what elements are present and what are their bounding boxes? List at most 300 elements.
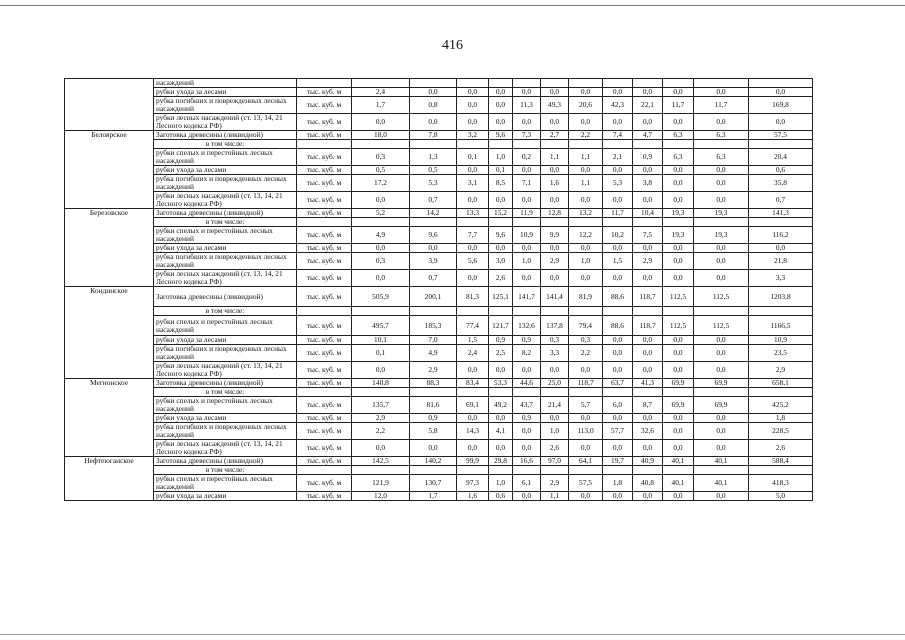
table-row	[65, 218, 813, 227]
value-cell: 2,4	[352, 88, 410, 97]
activity-cell: Заготовка древесины (ликвидной)	[154, 287, 297, 307]
value-cell: 15,2	[489, 209, 513, 218]
value-cell	[457, 140, 489, 149]
value-cell: 185,3	[410, 316, 457, 336]
value-cell: 3,9	[410, 253, 457, 270]
value-cell	[489, 388, 513, 397]
value-cell: 11,7	[663, 97, 694, 114]
unit-cell: тыс. куб. м	[297, 336, 352, 345]
value-cell: 0,5	[410, 166, 457, 175]
value-cell: 17,2	[352, 175, 410, 192]
value-cell: 11,3	[513, 97, 541, 114]
value-cell	[603, 307, 633, 316]
value-cell: 140,8	[352, 379, 410, 388]
table-row	[65, 114, 813, 131]
value-cell	[489, 79, 513, 88]
value-cell: 81,6	[410, 397, 457, 414]
value-cell	[694, 79, 749, 88]
table-row	[65, 440, 813, 457]
activity-cell: в том числе:	[154, 307, 297, 316]
value-cell: 0,0	[457, 97, 489, 114]
unit-cell: тыс. куб. м	[297, 227, 352, 244]
unit-cell	[297, 466, 352, 475]
region-name-cell: Белоярское	[65, 131, 154, 209]
value-cell: 49,3	[541, 97, 569, 114]
value-cell: 130,7	[410, 475, 457, 492]
value-cell: 0,0	[663, 175, 694, 192]
value-cell	[633, 218, 663, 227]
value-cell: 53,3	[489, 379, 513, 388]
value-cell	[352, 307, 410, 316]
value-cell: 8,2	[513, 345, 541, 362]
value-cell: 19,7	[603, 457, 633, 466]
activity-cell: рубки ухода за лесами	[154, 414, 297, 423]
value-cell: 5,3	[410, 175, 457, 192]
value-cell: 81,9	[569, 287, 603, 307]
value-cell: 228,5	[749, 423, 813, 440]
activity-cell: рубки ухода за лесами	[154, 88, 297, 97]
value-cell: 2,2	[569, 131, 603, 140]
value-cell: 23,5	[749, 345, 813, 362]
unit-cell: тыс. куб. м	[297, 423, 352, 440]
value-cell: 40,9	[633, 457, 663, 466]
value-cell: 1,6	[541, 175, 569, 192]
value-cell: 9,6	[489, 131, 513, 140]
value-cell	[694, 388, 749, 397]
value-cell: 0,0	[541, 414, 569, 423]
value-cell: 5,6	[457, 253, 489, 270]
value-cell: 11,7	[694, 97, 749, 114]
value-cell: 0,0	[410, 88, 457, 97]
unit-cell: тыс. куб. м	[297, 253, 352, 270]
value-cell	[633, 388, 663, 397]
value-cell: 4,9	[410, 345, 457, 362]
activity-cell: рубки ухода за лесами	[154, 166, 297, 175]
unit-cell	[297, 388, 352, 397]
value-cell: 4,7	[633, 131, 663, 140]
value-cell: 1166,5	[749, 316, 813, 336]
activity-cell: в том числе:	[154, 388, 297, 397]
activity-cell: рубка погибших и поврежденных лесных насаждений	[154, 345, 297, 362]
value-cell: 0,0	[663, 423, 694, 440]
value-cell	[633, 79, 663, 88]
value-cell	[569, 218, 603, 227]
page-number: 416	[442, 38, 463, 53]
value-cell	[603, 388, 633, 397]
value-cell	[410, 140, 457, 149]
value-cell: 588,4	[749, 457, 813, 466]
value-cell	[410, 388, 457, 397]
region-name-cell: Березовское	[65, 209, 154, 287]
value-cell: 41,3	[633, 379, 663, 388]
value-cell: 1,8	[749, 414, 813, 423]
value-cell: 142,5	[352, 457, 410, 466]
value-cell: 0,0	[457, 440, 489, 457]
value-cell: 6,1	[513, 475, 541, 492]
value-cell: 0,0	[541, 192, 569, 209]
value-cell	[489, 466, 513, 475]
value-cell: 0,1	[457, 149, 489, 166]
value-cell: 12,2	[569, 227, 603, 244]
table-row	[65, 287, 813, 307]
value-cell: 0,0	[633, 270, 663, 287]
value-cell: 0,0	[541, 270, 569, 287]
value-cell: 7,4	[603, 131, 633, 140]
value-cell: 0,9	[513, 336, 541, 345]
value-cell: 0,0	[457, 88, 489, 97]
value-cell	[513, 140, 541, 149]
value-cell: 0,0	[663, 492, 694, 501]
value-cell: 0,0	[489, 440, 513, 457]
value-cell	[603, 79, 633, 88]
value-cell: 83,4	[457, 379, 489, 388]
table-row	[65, 316, 813, 336]
bottom-border-line	[0, 634, 905, 635]
value-cell: 0,0	[694, 166, 749, 175]
value-cell: 0,0	[352, 270, 410, 287]
value-cell	[663, 79, 694, 88]
activity-cell: в том числе:	[154, 140, 297, 149]
activity-cell: Заготовка древесины (ликвидной)	[154, 379, 297, 388]
value-cell: 0,9	[489, 336, 513, 345]
value-cell: 43,7	[513, 397, 541, 414]
value-cell: 16,6	[513, 457, 541, 466]
table-row	[65, 131, 813, 140]
unit-cell: тыс. куб. м	[297, 166, 352, 175]
value-cell: 113,0	[569, 423, 603, 440]
value-cell	[513, 388, 541, 397]
value-cell: 6,3	[694, 131, 749, 140]
value-cell: 2,9	[541, 475, 569, 492]
value-cell: 0,0	[569, 192, 603, 209]
table-row	[65, 475, 813, 492]
value-cell: 0,0	[569, 492, 603, 501]
activity-cell: насаждений	[154, 79, 297, 88]
activity-cell: рубки ухода за лесами	[154, 244, 297, 253]
value-cell: 0,1	[489, 166, 513, 175]
value-cell: 112,5	[694, 316, 749, 336]
value-cell: 0,0	[352, 192, 410, 209]
activity-cell: Заготовка древесины (ликвидной)	[154, 457, 297, 466]
value-cell: 0,0	[541, 88, 569, 97]
value-cell: 0,3	[569, 336, 603, 345]
value-cell: 4,9	[352, 227, 410, 244]
value-cell: 1,0	[541, 423, 569, 440]
value-cell: 0,0	[663, 336, 694, 345]
value-cell: 0,0	[663, 166, 694, 175]
value-cell	[352, 140, 410, 149]
value-cell: 0,0	[489, 97, 513, 114]
value-cell: 0,7	[410, 270, 457, 287]
value-cell	[633, 140, 663, 149]
value-cell: 0,0	[569, 166, 603, 175]
value-cell	[749, 140, 813, 149]
activity-cell: рубки ухода за лесами	[154, 492, 297, 501]
value-cell: 6,3	[663, 131, 694, 140]
value-cell: 0,0	[633, 440, 663, 457]
value-cell: 5,3	[603, 175, 633, 192]
value-cell: 0,0	[513, 362, 541, 379]
value-cell: 0,0	[603, 345, 633, 362]
value-cell: 118,7	[633, 316, 663, 336]
value-cell: 0,0	[603, 270, 633, 287]
value-cell: 112,5	[663, 287, 694, 307]
value-cell: 0,0	[663, 414, 694, 423]
value-cell	[489, 140, 513, 149]
value-cell: 658,1	[749, 379, 813, 388]
table-row	[65, 253, 813, 270]
value-cell: 0,0	[633, 362, 663, 379]
activity-cell: рубка погибших и поврежденных лесных насаждений	[154, 97, 297, 114]
value-cell: 0,0	[541, 244, 569, 253]
value-cell	[541, 307, 569, 316]
value-cell: 88,3	[410, 379, 457, 388]
value-cell	[352, 388, 410, 397]
value-cell: 79,4	[569, 316, 603, 336]
value-cell: 69,9	[663, 397, 694, 414]
value-cell	[513, 79, 541, 88]
value-cell: 0,0	[603, 440, 633, 457]
value-cell: 77,4	[457, 316, 489, 336]
activity-cell: в том числе:	[154, 466, 297, 475]
value-cell: 0,0	[457, 362, 489, 379]
value-cell: 0,5	[352, 166, 410, 175]
activity-cell: рубки спелых и перестойных лесных насаждений	[154, 227, 297, 244]
value-cell: 0,6	[749, 166, 813, 175]
value-cell: 0,0	[603, 362, 633, 379]
value-cell: 57,5	[569, 475, 603, 492]
value-cell: 1,0	[489, 149, 513, 166]
value-cell	[633, 307, 663, 316]
value-cell: 0,0	[694, 244, 749, 253]
value-cell: 0,0	[513, 114, 541, 131]
value-cell	[457, 307, 489, 316]
value-cell: 0,0	[663, 244, 694, 253]
value-cell: 19,3	[663, 209, 694, 218]
value-cell	[694, 307, 749, 316]
activity-cell: рубки лесных насаждений (ст. 13, 14, 21 Лесного кодекса РФ)	[154, 362, 297, 379]
value-cell: 10,9	[513, 227, 541, 244]
value-cell: 0,0	[352, 440, 410, 457]
value-cell: 0,0	[513, 166, 541, 175]
activity-cell: рубки лесных насаждений (ст. 13, 14, 21 Лесного кодекса РФ)	[154, 440, 297, 457]
value-cell: 2,7	[541, 131, 569, 140]
value-cell: 10,4	[633, 209, 663, 218]
value-cell: 25,0	[541, 379, 569, 388]
value-cell: 0,8	[410, 97, 457, 114]
table-row	[65, 88, 813, 97]
value-cell: 0,0	[749, 244, 813, 253]
value-cell: 1,1	[541, 492, 569, 501]
table-row	[65, 414, 813, 423]
table-row	[65, 466, 813, 475]
value-cell: 0,1	[352, 345, 410, 362]
value-cell: 505,9	[352, 287, 410, 307]
value-cell: 0,6	[489, 492, 513, 501]
value-cell	[694, 218, 749, 227]
value-cell	[457, 218, 489, 227]
value-cell: 0,0	[663, 362, 694, 379]
table-row	[65, 166, 813, 175]
value-cell: 0,0	[663, 345, 694, 362]
value-cell	[541, 388, 569, 397]
value-cell: 0,0	[633, 244, 663, 253]
value-cell: 42,3	[603, 97, 633, 114]
value-cell: 118,7	[633, 287, 663, 307]
value-cell	[352, 79, 410, 88]
value-cell: 6,3	[694, 149, 749, 166]
value-cell	[749, 388, 813, 397]
value-cell: 2,9	[749, 362, 813, 379]
value-cell: 0,0	[663, 440, 694, 457]
activity-cell: рубки ухода за лесами	[154, 336, 297, 345]
value-cell	[489, 307, 513, 316]
value-cell: 1,8	[603, 475, 633, 492]
unit-cell: тыс. куб. м	[297, 192, 352, 209]
unit-cell	[297, 307, 352, 316]
value-cell: 5,7	[569, 397, 603, 414]
value-cell: 0,0	[410, 114, 457, 131]
value-cell	[663, 307, 694, 316]
value-cell: 0,0	[513, 423, 541, 440]
value-cell: 0,0	[410, 244, 457, 253]
value-cell	[603, 140, 633, 149]
value-cell: 11,7	[603, 209, 633, 218]
unit-cell: тыс. куб. м	[297, 316, 352, 336]
value-cell: 0,0	[352, 244, 410, 253]
value-cell: 40,1	[663, 457, 694, 466]
value-cell: 0,0	[489, 362, 513, 379]
value-cell: 1,1	[569, 175, 603, 192]
value-cell: 69,9	[663, 379, 694, 388]
value-cell: 5,0	[749, 492, 813, 501]
table-row	[65, 209, 813, 218]
value-cell: 97,3	[457, 475, 489, 492]
value-cell: 2,9	[541, 253, 569, 270]
value-cell: 29,8	[489, 457, 513, 466]
value-cell: 0,0	[633, 414, 663, 423]
value-cell: 0,0	[749, 114, 813, 131]
value-cell	[569, 388, 603, 397]
value-cell: 141,3	[749, 209, 813, 218]
value-cell	[663, 140, 694, 149]
activity-cell: рубки лесных насаждений (ст. 13, 14, 21 Лесного кодекса РФ)	[154, 192, 297, 209]
value-cell: 8,7	[633, 397, 663, 414]
region-name-cell: Нефтеюганское	[65, 457, 154, 501]
value-cell: 13,3	[457, 209, 489, 218]
unit-cell: тыс. куб. м	[297, 475, 352, 492]
unit-cell: тыс. куб. м	[297, 209, 352, 218]
value-cell: 12,8	[541, 209, 569, 218]
value-cell: 88,6	[603, 316, 633, 336]
value-cell: 0,0	[633, 345, 663, 362]
value-cell: 40,8	[633, 475, 663, 492]
value-cell: 0,7	[410, 192, 457, 209]
value-cell: 0,0	[513, 244, 541, 253]
value-cell: 10,2	[603, 227, 633, 244]
value-cell: 200,1	[410, 287, 457, 307]
value-cell: 112,5	[663, 316, 694, 336]
value-cell	[457, 466, 489, 475]
value-cell: 1,1	[569, 149, 603, 166]
table-row	[65, 270, 813, 287]
value-cell: 44,6	[513, 379, 541, 388]
value-cell: 2,9	[410, 362, 457, 379]
table-body	[65, 79, 813, 501]
value-cell: 2,9	[633, 253, 663, 270]
value-cell: 0,0	[603, 414, 633, 423]
activity-cell: в том числе:	[154, 218, 297, 227]
value-cell: 0,0	[694, 414, 749, 423]
value-cell: 3,1	[457, 175, 489, 192]
value-cell: 69,1	[457, 397, 489, 414]
unit-cell	[297, 140, 352, 149]
table-row	[65, 362, 813, 379]
value-cell: 0,3	[352, 253, 410, 270]
value-cell: 0,0	[513, 440, 541, 457]
value-cell	[663, 466, 694, 475]
value-cell: 57,5	[749, 131, 813, 140]
unit-cell: тыс. куб. м	[297, 457, 352, 466]
value-cell	[569, 466, 603, 475]
value-cell: 0,0	[694, 253, 749, 270]
value-cell: 5,2	[352, 209, 410, 218]
value-cell	[541, 140, 569, 149]
value-cell: 0,0	[569, 244, 603, 253]
value-cell	[541, 79, 569, 88]
value-cell: 8,5	[489, 175, 513, 192]
table-row	[65, 140, 813, 149]
value-cell: 81,3	[457, 287, 489, 307]
value-cell: 7,3	[513, 131, 541, 140]
value-cell: 0,0	[694, 175, 749, 192]
value-cell: 125,1	[489, 287, 513, 307]
table-row	[65, 345, 813, 362]
value-cell: 14,2	[410, 209, 457, 218]
unit-cell: тыс. куб. м	[297, 114, 352, 131]
value-cell: 57,7	[603, 423, 633, 440]
unit-cell: тыс. куб. м	[297, 440, 352, 457]
value-cell: 0,0	[749, 88, 813, 97]
value-cell: 0,7	[749, 192, 813, 209]
unit-cell: тыс. куб. м	[297, 345, 352, 362]
value-cell	[513, 466, 541, 475]
activity-cell: Заготовка древесины (ликвидной)	[154, 131, 297, 140]
value-cell: 116,2	[749, 227, 813, 244]
top-border-line	[0, 5, 905, 6]
value-cell: 0,0	[541, 362, 569, 379]
unit-cell: тыс. куб. м	[297, 492, 352, 501]
value-cell: 0,0	[513, 492, 541, 501]
value-cell: 0,0	[513, 88, 541, 97]
value-cell: 1,1	[541, 149, 569, 166]
value-cell: 0,0	[694, 440, 749, 457]
value-cell: 0,0	[694, 270, 749, 287]
value-cell: 0,0	[694, 345, 749, 362]
table-row	[65, 97, 813, 114]
region-name-cell: Кондинское	[65, 287, 154, 379]
value-cell	[694, 140, 749, 149]
value-cell	[410, 218, 457, 227]
value-cell: 0,0	[513, 192, 541, 209]
value-cell	[541, 218, 569, 227]
value-cell: 0,0	[569, 88, 603, 97]
value-cell: 0,0	[603, 492, 633, 501]
value-cell: 40,1	[694, 457, 749, 466]
value-cell: 40,1	[663, 475, 694, 492]
value-cell: 0,0	[603, 244, 633, 253]
value-cell	[410, 307, 457, 316]
